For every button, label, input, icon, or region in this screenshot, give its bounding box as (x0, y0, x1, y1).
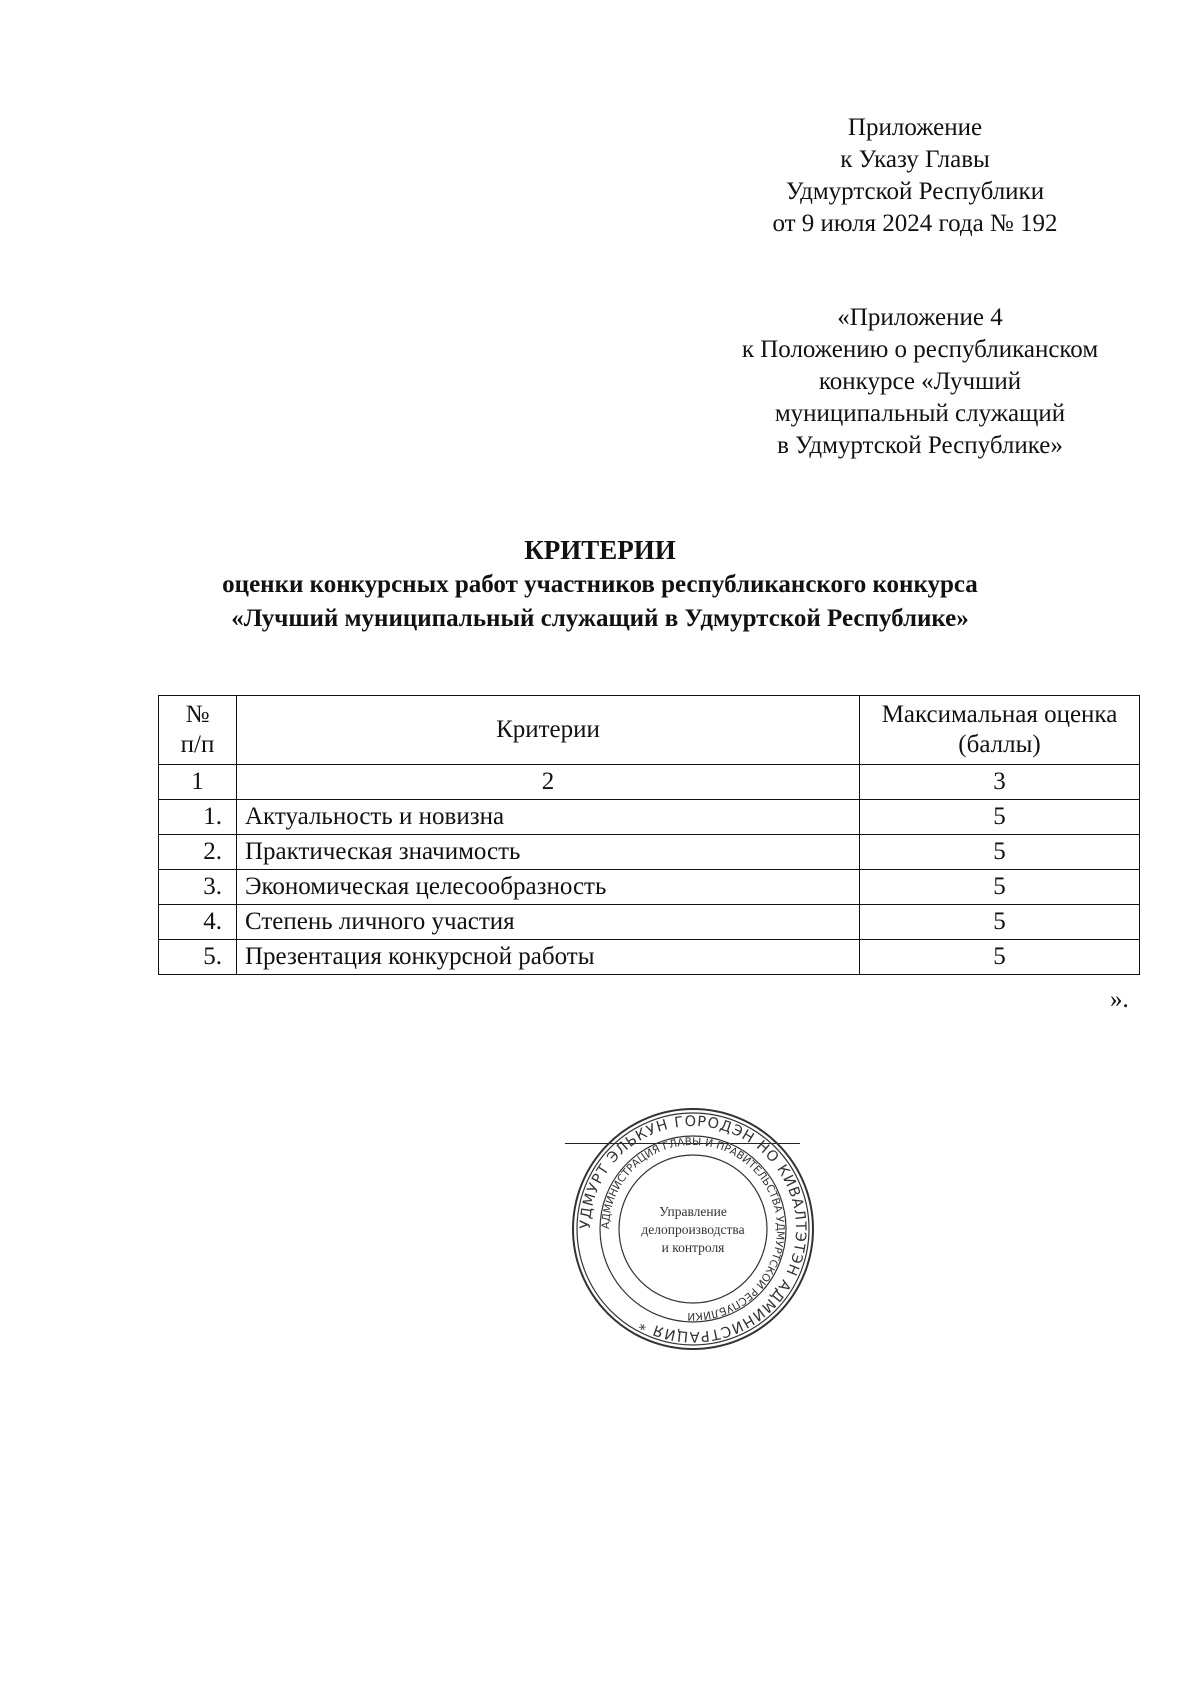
seal-outer-text: УДМУРТ ЭЛЬКУН ГОРОДЭН НО КИВАЛТЭТЭН АДМИНИСТРАЦИЯ * (577, 1113, 809, 1345)
seal-center-line: и контроля (661, 1240, 725, 1255)
appendix-to-regulation (700, 302, 1140, 462)
table-row (159, 800, 1140, 835)
header-number-line: п/п (180, 731, 215, 758)
appendix-to-decree (740, 112, 1090, 240)
header-criteria: Критерии (237, 696, 860, 765)
title-subtitle-line: оценки конкурсных работ участников республиканского конкурса (222, 571, 978, 598)
header-number (159, 696, 237, 765)
row-criterion: Актуальность и новизна (237, 800, 860, 835)
row-number: 3. (159, 870, 237, 905)
document-title (100, 532, 1100, 636)
table-row (159, 835, 1140, 870)
seal-inner-text: АДМИНИСТРАЦИЯ ГЛАВЫ И ПРАВИТЕЛЬСТВА УДМУРТСКОЙ РЕСПУБЛИКИ (599, 1135, 787, 1323)
row-score: 5 (860, 905, 1140, 940)
appendix-line: муниципальный служащий (774, 400, 1066, 427)
appendix-line: Приложение (847, 114, 983, 141)
appendix-line: от 9 июля 2024 года № 192 (772, 210, 1058, 237)
row-score: 5 (860, 940, 1140, 975)
appendix-line: в Удмуртской Республике» (777, 432, 1063, 459)
row-criterion: Степень личного участия (237, 905, 860, 940)
closing-quote-mark: ». (1110, 986, 1129, 1013)
row-score: 5 (860, 835, 1140, 870)
row-number: 1. (159, 800, 237, 835)
column-number-row (159, 765, 1140, 800)
appendix-line: Удмуртской Республики (785, 178, 1045, 205)
table-header-row (159, 696, 1140, 765)
appendix-line: к Указу Главы (840, 146, 990, 173)
column-number: 1 (159, 765, 237, 800)
table-row (159, 870, 1140, 905)
row-score: 5 (860, 800, 1140, 835)
header-number-line: № (185, 701, 210, 728)
row-criterion: Практическая значимость (237, 835, 860, 870)
title-subtitle-line: «Лучший муниципальный служащий в Удмуртской Республике» (231, 605, 969, 632)
row-number: 4. (159, 905, 237, 940)
row-number: 5. (159, 940, 237, 975)
seal-center-line: Управление (659, 1204, 727, 1219)
header-max-score (860, 696, 1140, 765)
column-number: 2 (237, 765, 860, 800)
header-max-score-line: Максимальная оценка (881, 701, 1118, 728)
header-max-score-line: (баллы) (958, 731, 1041, 758)
appendix-line: конкурсе «Лучший (818, 368, 1022, 395)
official-seal-icon (568, 1104, 818, 1354)
row-score: 5 (860, 870, 1140, 905)
row-number: 2. (159, 835, 237, 870)
appendix-line: «Приложение 4 (837, 304, 1003, 331)
row-criterion: Презентация конкурсной работы (237, 940, 860, 975)
title-main: КРИТЕРИИ (524, 535, 676, 565)
table-row (159, 905, 1140, 940)
seal-center-line: делопроизводства (641, 1222, 745, 1237)
row-criterion: Экономическая целесообразность (237, 870, 860, 905)
criteria-table (158, 695, 1140, 975)
table-row (159, 940, 1140, 975)
column-number: 3 (860, 765, 1140, 800)
appendix-line: к Положению о республиканском (741, 336, 1099, 363)
